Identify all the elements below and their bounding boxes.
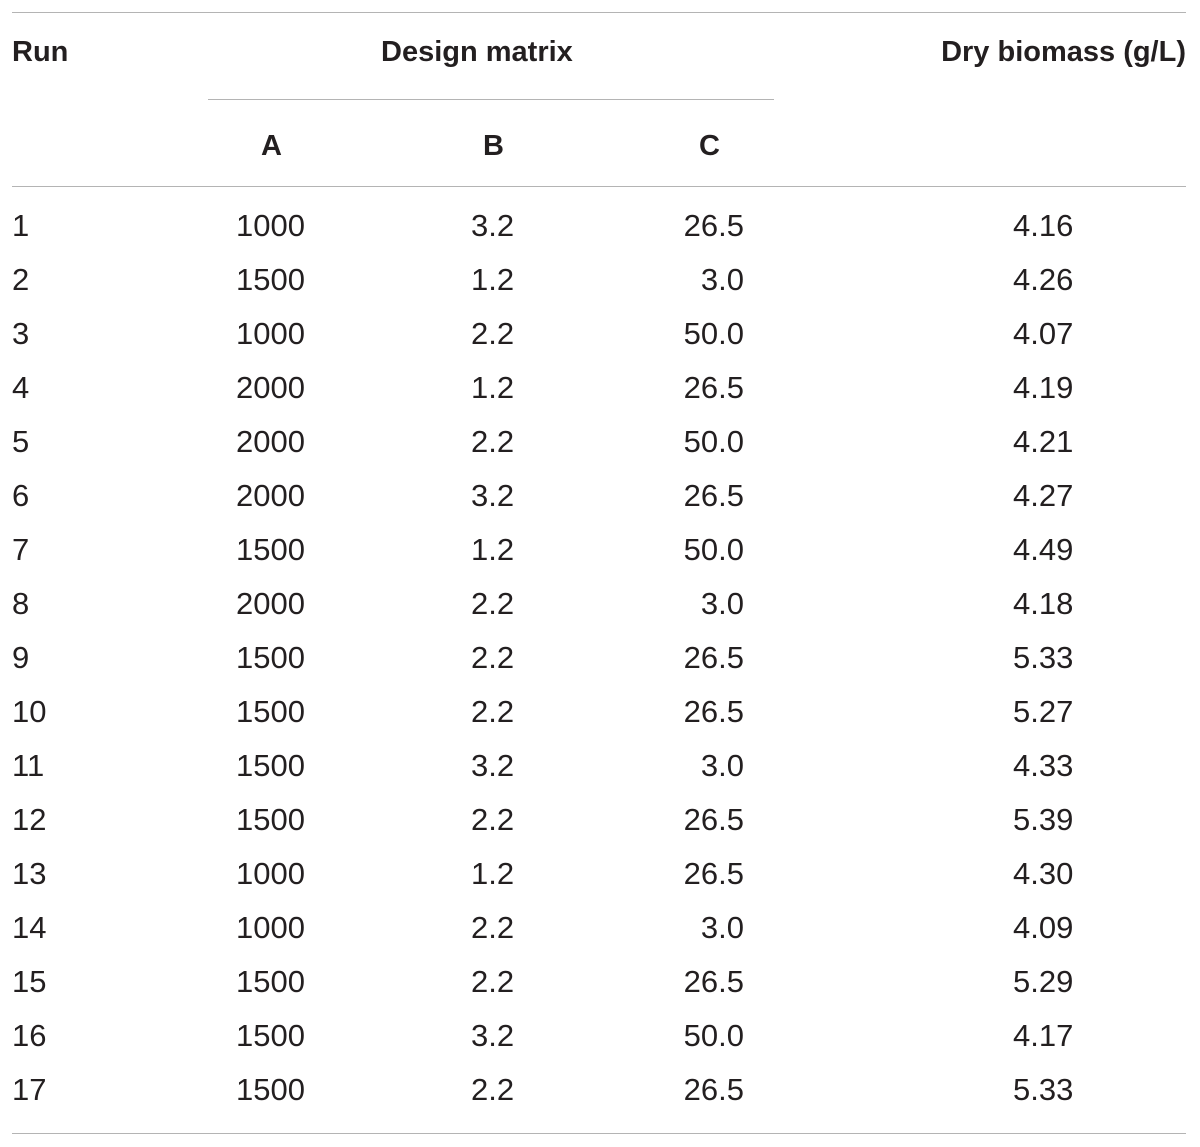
- cell-b: 2.2: [471, 586, 515, 621]
- cell-a: 1500: [236, 1018, 305, 1053]
- cell-c: 50.0: [683, 316, 744, 351]
- cell-a: 2000: [236, 424, 305, 459]
- cell-dry-biomass: 4.30: [1013, 856, 1074, 891]
- cell-a: 1500: [236, 532, 305, 567]
- table-row: [0, 1010, 1200, 1064]
- cell-c: 26.5: [683, 856, 744, 891]
- cell-c: 26.5: [683, 478, 744, 513]
- cell-dry-biomass: 4.16: [1013, 208, 1074, 243]
- table-row: [0, 902, 1200, 956]
- table-row: [0, 632, 1200, 686]
- cell-a: 1000: [236, 208, 305, 243]
- cell-run: 3: [12, 316, 30, 351]
- table-row: [0, 740, 1200, 794]
- table-row: [0, 524, 1200, 578]
- cell-c: 50.0: [683, 1018, 744, 1053]
- cell-run: 9: [12, 640, 30, 675]
- cell-b: 2.2: [471, 424, 515, 459]
- cell-c: 26.5: [683, 964, 744, 999]
- table-row: [0, 578, 1200, 632]
- cell-b: 3.2: [471, 208, 515, 243]
- cell-run: 2: [12, 262, 30, 297]
- table-row: [0, 794, 1200, 848]
- header-design-matrix: Design matrix: [381, 36, 573, 68]
- cell-dry-biomass: 4.26: [1013, 262, 1074, 297]
- cell-dry-biomass: 4.18: [1013, 586, 1074, 621]
- cell-run: 13: [12, 856, 47, 891]
- cell-dry-biomass: 5.29: [1013, 964, 1074, 999]
- cell-b: 2.2: [471, 694, 515, 729]
- cell-a: 1500: [236, 1072, 305, 1107]
- table-row: [0, 362, 1200, 416]
- cell-run: 12: [12, 802, 47, 837]
- table-row: [0, 200, 1200, 254]
- cell-run: 16: [12, 1018, 47, 1053]
- cell-run: 7: [12, 532, 30, 567]
- cell-dry-biomass: 5.33: [1013, 640, 1074, 675]
- cell-run: 17: [12, 1072, 47, 1107]
- cell-b: 3.2: [471, 478, 515, 513]
- cell-a: 1000: [236, 910, 305, 945]
- cell-a: 2000: [236, 586, 305, 621]
- cell-run: 8: [12, 586, 30, 621]
- cell-a: 1500: [236, 694, 305, 729]
- cell-c: 26.5: [683, 1072, 744, 1107]
- cell-c: 26.5: [683, 640, 744, 675]
- header-c: C: [699, 130, 720, 162]
- cell-b: 3.2: [471, 748, 515, 783]
- cell-b: 1.2: [471, 532, 515, 567]
- cell-c: 3.0: [700, 748, 744, 783]
- cell-c: 26.5: [683, 802, 744, 837]
- header-a: A: [261, 130, 282, 162]
- table-row: [0, 686, 1200, 740]
- cell-run: 15: [12, 964, 47, 999]
- cell-c: 26.5: [683, 370, 744, 405]
- cell-b: 1.2: [471, 856, 515, 891]
- cell-b: 1.2: [471, 262, 515, 297]
- table-row: [0, 254, 1200, 308]
- cell-b: 3.2: [471, 1018, 515, 1053]
- header-run: Run: [12, 36, 69, 68]
- cell-b: 2.2: [471, 316, 515, 351]
- table-row: [0, 308, 1200, 362]
- cell-a: 2000: [236, 478, 305, 513]
- table-bottom-rule: [12, 1133, 1186, 1134]
- cell-c: 26.5: [683, 694, 744, 729]
- cell-a: 1000: [236, 316, 305, 351]
- cell-run: 10: [12, 694, 47, 729]
- cell-b: 2.2: [471, 964, 515, 999]
- cell-b: 1.2: [471, 370, 515, 405]
- cell-a: 1500: [236, 964, 305, 999]
- header-dry-biomass: Dry biomass (g/L): [941, 36, 1186, 68]
- cell-dry-biomass: 5.39: [1013, 802, 1074, 837]
- header-b: B: [483, 130, 504, 162]
- table-top-rule: [12, 12, 1186, 13]
- cell-run: 11: [12, 748, 45, 783]
- cell-dry-biomass: 4.17: [1013, 1018, 1074, 1053]
- cell-b: 2.2: [471, 640, 515, 675]
- cell-a: 1500: [236, 748, 305, 783]
- cell-c: 50.0: [683, 532, 744, 567]
- cell-b: 2.2: [471, 910, 515, 945]
- cell-dry-biomass: 4.49: [1013, 532, 1074, 567]
- cell-c: 26.5: [683, 208, 744, 243]
- cell-run: 4: [12, 370, 30, 405]
- cell-b: 2.2: [471, 802, 515, 837]
- cell-a: 2000: [236, 370, 305, 405]
- header-bottom-rule: [12, 186, 1186, 187]
- cell-a: 1500: [236, 640, 305, 675]
- cell-dry-biomass: 4.09: [1013, 910, 1074, 945]
- cell-b: 2.2: [471, 1072, 515, 1107]
- cell-c: 3.0: [700, 262, 744, 297]
- cell-dry-biomass: 4.33: [1013, 748, 1074, 783]
- cell-dry-biomass: 5.33: [1013, 1072, 1074, 1107]
- table-row: [0, 848, 1200, 902]
- cell-run: 14: [12, 910, 47, 945]
- cell-dry-biomass: 4.19: [1013, 370, 1074, 405]
- cell-a: 1000: [236, 856, 305, 891]
- table-row: [0, 416, 1200, 470]
- cell-dry-biomass: 4.21: [1013, 424, 1074, 459]
- cell-c: 3.0: [700, 910, 744, 945]
- cell-run: 6: [12, 478, 30, 513]
- table-row: [0, 470, 1200, 524]
- cell-dry-biomass: 4.27: [1013, 478, 1074, 513]
- cell-c: 3.0: [700, 586, 744, 621]
- cell-c: 50.0: [683, 424, 744, 459]
- cell-run: 5: [12, 424, 30, 459]
- cell-a: 1500: [236, 262, 305, 297]
- cell-a: 1500: [236, 802, 305, 837]
- cell-dry-biomass: 5.27: [1013, 694, 1074, 729]
- design-matrix-span-rule: [208, 99, 774, 100]
- cell-dry-biomass: 4.07: [1013, 316, 1074, 351]
- table-body: [0, 200, 1200, 1118]
- table-row: [0, 956, 1200, 1010]
- table-row: [0, 1064, 1200, 1118]
- cell-run: 1: [12, 208, 30, 243]
